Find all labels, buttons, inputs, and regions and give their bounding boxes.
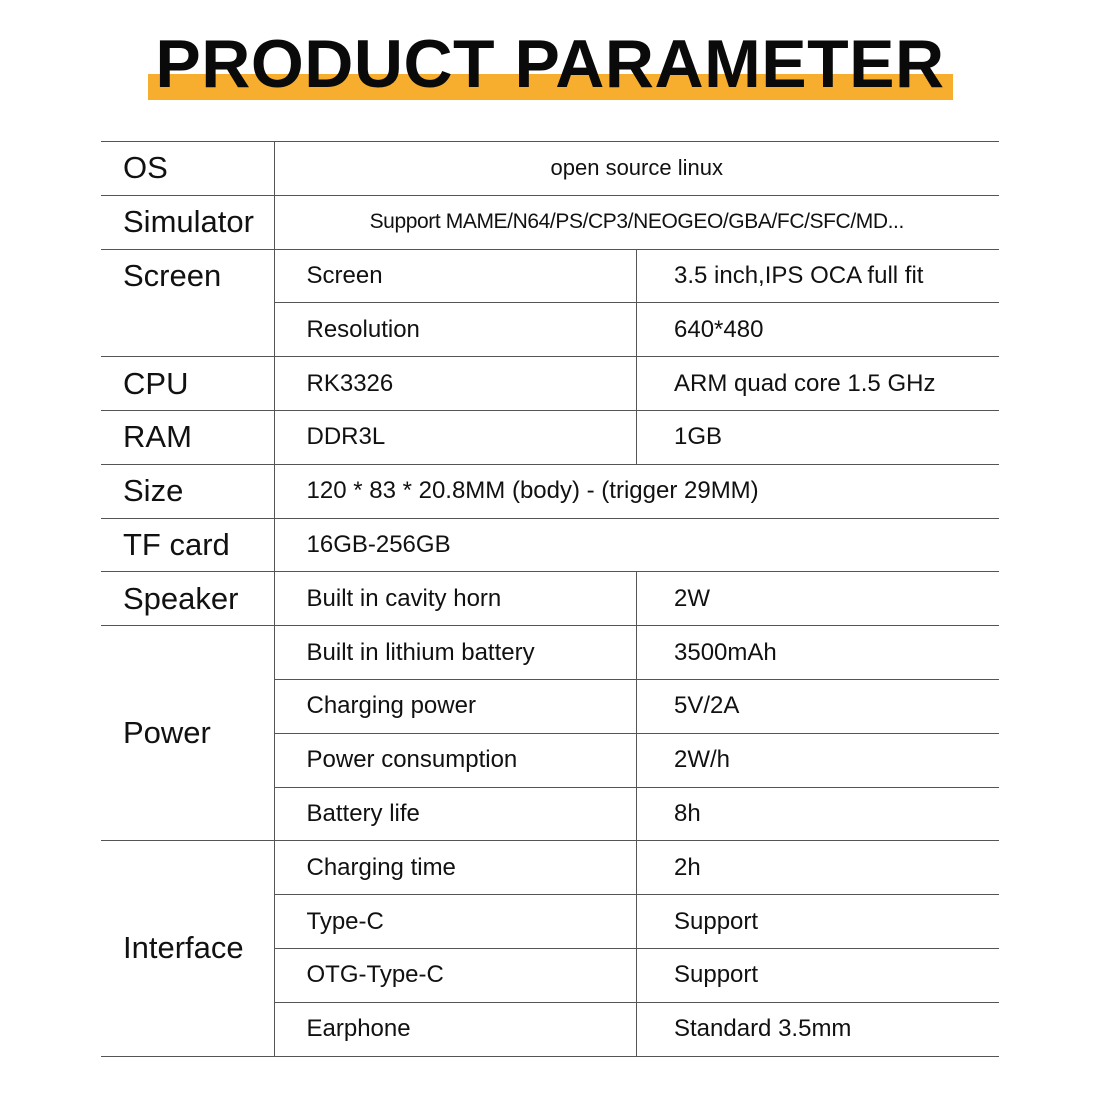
table-row-cpu: [101, 357, 999, 411]
table-row-simulator: [101, 195, 999, 249]
parameter-table: [101, 141, 999, 1057]
row-value-tf-card: 16GB-256GB: [274, 518, 999, 572]
row-value: 3500mAh: [637, 626, 1000, 680]
row-label-simulator: Simulator: [101, 195, 274, 249]
row-value: 8h: [637, 787, 1000, 841]
table-row-os: [101, 142, 999, 196]
row-key: Type-C: [274, 895, 637, 949]
row-label-ram: RAM: [101, 410, 274, 464]
row-value: 2W/h: [637, 733, 1000, 787]
table-row-speaker: [101, 572, 999, 626]
table-row-interface: [101, 841, 999, 895]
row-key: RK3326: [274, 357, 637, 411]
row-label-os: OS: [101, 142, 274, 196]
row-key: Battery life: [274, 787, 637, 841]
row-key: OTG-Type-C: [274, 948, 637, 1002]
row-label-screen: Screen: [101, 249, 274, 357]
row-label-power: Power: [101, 626, 274, 841]
row-value: 2h: [637, 841, 1000, 895]
row-key: Earphone: [274, 1002, 637, 1056]
table-row-size: [101, 464, 999, 518]
row-key: Power consumption: [274, 733, 637, 787]
title-section: [0, 26, 1100, 106]
row-value: 2W: [637, 572, 1000, 626]
row-value: ARM quad core 1.5 GHz: [637, 357, 1000, 411]
row-label-size: Size: [101, 464, 274, 518]
row-label-interface: Interface: [101, 841, 274, 1056]
row-label-tf-card: TF card: [101, 518, 274, 572]
page-title: PRODUCT PARAMETER: [155, 26, 945, 102]
table-row-tf-card: [101, 518, 999, 572]
row-key: Built in cavity horn: [274, 572, 637, 626]
row-value: Standard 3.5mm: [637, 1002, 1000, 1056]
row-value-simulator: Support MAME/N64/PS/CP3/NEOGEO/GBA/FC/SFC/MD...: [274, 195, 999, 249]
table-row-power: [101, 626, 999, 680]
row-value: Support: [637, 895, 1000, 949]
row-key: Screen: [274, 249, 637, 303]
row-key: DDR3L: [274, 410, 637, 464]
row-value: 640*480: [637, 303, 1000, 357]
row-key: Resolution: [274, 303, 637, 357]
row-value: 3.5 inch,IPS OCA full fit: [637, 249, 1000, 303]
row-key: Charging power: [274, 679, 637, 733]
row-value: 1GB: [637, 410, 1000, 464]
row-label-cpu: CPU: [101, 357, 274, 411]
row-value: 5V/2A: [637, 679, 1000, 733]
row-value: Support: [637, 948, 1000, 1002]
row-label-speaker: Speaker: [101, 572, 274, 626]
row-value-os: open source linux: [274, 142, 999, 196]
table-row-screen: [101, 249, 999, 303]
table-row-ram: [101, 410, 999, 464]
row-value-size: 120 * 83 * 20.8MM (body) - (trigger 29MM): [274, 464, 999, 518]
row-key: Built in lithium battery: [274, 626, 637, 680]
row-key: Charging time: [274, 841, 637, 895]
